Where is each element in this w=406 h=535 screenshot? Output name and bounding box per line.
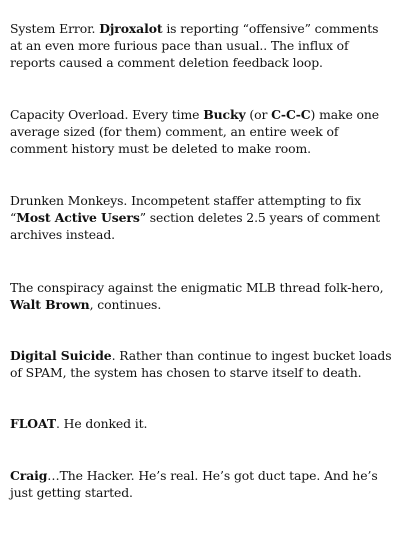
text-line: [10, 123, 402, 140]
text-line: [10, 37, 402, 54]
text-run: average sized (for them) comment, an entire week of: [10, 124, 339, 139]
text-line: [10, 279, 402, 296]
text-line: [10, 484, 402, 501]
text-line: [10, 140, 402, 157]
paragraph-walt-brown-conspiracy: [10, 279, 402, 313]
text-run: at an even more furious pace than usual.. The influx of: [10, 38, 349, 53]
bold-text-run: Walt Brown: [10, 297, 90, 312]
paragraph-capacity-overload: [10, 106, 402, 157]
text-line: [10, 347, 402, 364]
bold-text-run: Bucky: [203, 107, 246, 122]
bold-text-run: FLOAT: [10, 416, 56, 431]
bold-text-run: Digital Suicide: [10, 348, 112, 363]
paragraph-drunken-monkeys: [10, 192, 402, 243]
paragraph-digital-suicide: [10, 347, 402, 381]
text-run: , continues.: [89, 297, 162, 312]
text-run: reports caused a comment deletion feedback loop.: [10, 55, 323, 70]
text-run: . He donked it.: [55, 416, 148, 431]
text-line: [10, 467, 402, 484]
text-line: [10, 209, 402, 226]
text-run: ” section deletes 2.5 years of comment: [139, 210, 381, 225]
text-run: Drunken Monkeys. Incompetent staffer attempting to fix: [10, 193, 362, 208]
bold-text-run: Craig: [10, 468, 48, 483]
text-line: [10, 364, 402, 381]
text-line: [10, 226, 402, 243]
text-run: The conspiracy against the enigmatic MLB thread folk-hero,: [10, 280, 384, 295]
text-run: archives instead.: [10, 227, 115, 242]
text-run: (or: [245, 107, 272, 122]
text-run: System Error.: [10, 21, 100, 36]
text-run: Capacity Overload. Every time: [10, 107, 204, 122]
text-line: [10, 296, 402, 313]
text-line: [10, 106, 402, 123]
text-run: “: [10, 210, 17, 225]
bold-text-run: Djroxalot: [99, 21, 163, 36]
bold-text-run: C-C-C: [271, 107, 311, 122]
paragraph-float: [10, 415, 402, 432]
text-line: [10, 54, 402, 71]
text-run: of SPAM, the system has chosen to starve itself to death.: [10, 365, 362, 380]
text-line: [10, 192, 402, 209]
bold-text-run: Most Active Users: [16, 210, 140, 225]
text-run: . Rather than continue to ingest bucket loads: [111, 348, 392, 363]
text-line: [10, 20, 402, 37]
paragraph-craig-the-hacker: [10, 467, 402, 501]
paragraph-system-error: [10, 20, 402, 71]
text-run: just getting started.: [10, 485, 133, 500]
text-line: [10, 415, 402, 432]
text-run: is reporting “offensive” comments: [162, 21, 379, 36]
text-run: ) make one: [310, 107, 380, 122]
text-run: …The Hacker. He’s real. He’s got duct tape. And he’s: [47, 468, 378, 483]
text-run: comment history must be deleted to make room.: [10, 141, 312, 156]
